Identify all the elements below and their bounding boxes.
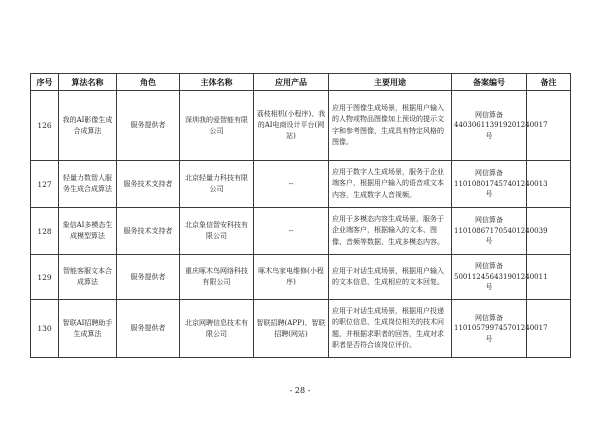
table-row <box>31 300 571 358</box>
table-row <box>31 161 571 208</box>
cell-index: 127 <box>31 161 59 208</box>
cell-algorithm-name: 我的AI影像生成合成算法 <box>59 91 117 161</box>
cell-product: -- <box>254 208 329 255</box>
cell-filing-number: 网信算备110105799745701240017号 <box>452 300 527 358</box>
cell-purpose: 应用于对话生成场景，根据用户输入的文本信息，生成相应的文本回复。 <box>329 255 452 300</box>
cell-algorithm-name: 轻量力数智人服务生成合成算法 <box>59 161 117 208</box>
cell-filing-number: 网信算备440306113919201240017号 <box>452 91 527 161</box>
cell-entity-name: 北京象信智安科技有限公司 <box>180 208 254 255</box>
header-note: 备注 <box>527 74 571 91</box>
cell-purpose: 应用于数字人生成场景，服务于企业端客户，根据用户输入的语音或文本内容，生成数字人音视频。 <box>329 161 452 208</box>
cell-role: 服务技术支持者 <box>117 208 180 255</box>
cell-algorithm-name: 智能客服文本合成算法 <box>59 255 117 300</box>
cell-algorithm-name: 象信AI多模态生成模型算法 <box>59 208 117 255</box>
cell-entity-name: 重庆啄木鸟网络科技有限公司 <box>180 255 254 300</box>
cell-algorithm-name: 智联AI招聘助手生成算法 <box>59 300 117 358</box>
cell-filing-number: 网信算备110108017457401240013号 <box>452 161 527 208</box>
table-row <box>31 208 571 255</box>
cell-product: 智联招聘(APP)、智联招聘(网站) <box>254 300 329 358</box>
header-product: 应用产品 <box>254 74 329 91</box>
header-filing-number: 备案编号 <box>452 74 527 91</box>
cell-index: 129 <box>31 255 59 300</box>
header-index: 序号 <box>31 74 59 91</box>
cell-role: 服务提供者 <box>117 91 180 161</box>
page-number: - 28 - <box>289 386 311 395</box>
cell-purpose: 应用于图像生成场景，根据用户输入的人物或物品图像加上预设的提示文字和参考图像，生成具有特定风格的图像。 <box>329 91 452 161</box>
cell-product: -- <box>254 161 329 208</box>
cell-index: 130 <box>31 300 59 358</box>
cell-purpose: 应用于多模态内容生成场景，服务于企业端客户，根据输入的文本、图像、音频等数据，生成多模态内容。 <box>329 208 452 255</box>
table-header-row <box>31 74 571 91</box>
header-role: 角色 <box>117 74 180 91</box>
cell-entity-name: 北京网聘信息技术有限公司 <box>180 300 254 358</box>
cell-role: 服务技术支持者 <box>117 161 180 208</box>
cell-purpose: 应用于对话生成场景，根据用户投递的职位信息，生成岗位相关的技术问题，并根据求职者的回答，生成对求职者是否符合该岗位评价。 <box>329 300 452 358</box>
header-entity-name: 主体名称 <box>180 74 254 91</box>
table-row <box>31 255 571 300</box>
cell-product: 荔枝相机(小程序)、我的AI电商设计平台(网站) <box>254 91 329 161</box>
cell-entity-name: 深圳我的爱智能有限公司 <box>180 91 254 161</box>
header-algorithm-name: 算法名称 <box>59 74 117 91</box>
cell-index: 128 <box>31 208 59 255</box>
cell-product: 啄木鸟家电维修(小程序) <box>254 255 329 300</box>
header-purpose: 主要用途 <box>329 74 452 91</box>
algorithm-registry-table <box>30 73 571 358</box>
table-row <box>31 91 571 161</box>
cell-filing-number: 网信算备500112456431901240011号 <box>452 255 527 300</box>
cell-index: 126 <box>31 91 59 161</box>
cell-filing-number: 网信算备110108671705401240039号 <box>452 208 527 255</box>
cell-entity-name: 北京轻量力科技有限公司 <box>180 161 254 208</box>
cell-role: 服务提供者 <box>117 255 180 300</box>
cell-role: 服务提供者 <box>117 300 180 358</box>
